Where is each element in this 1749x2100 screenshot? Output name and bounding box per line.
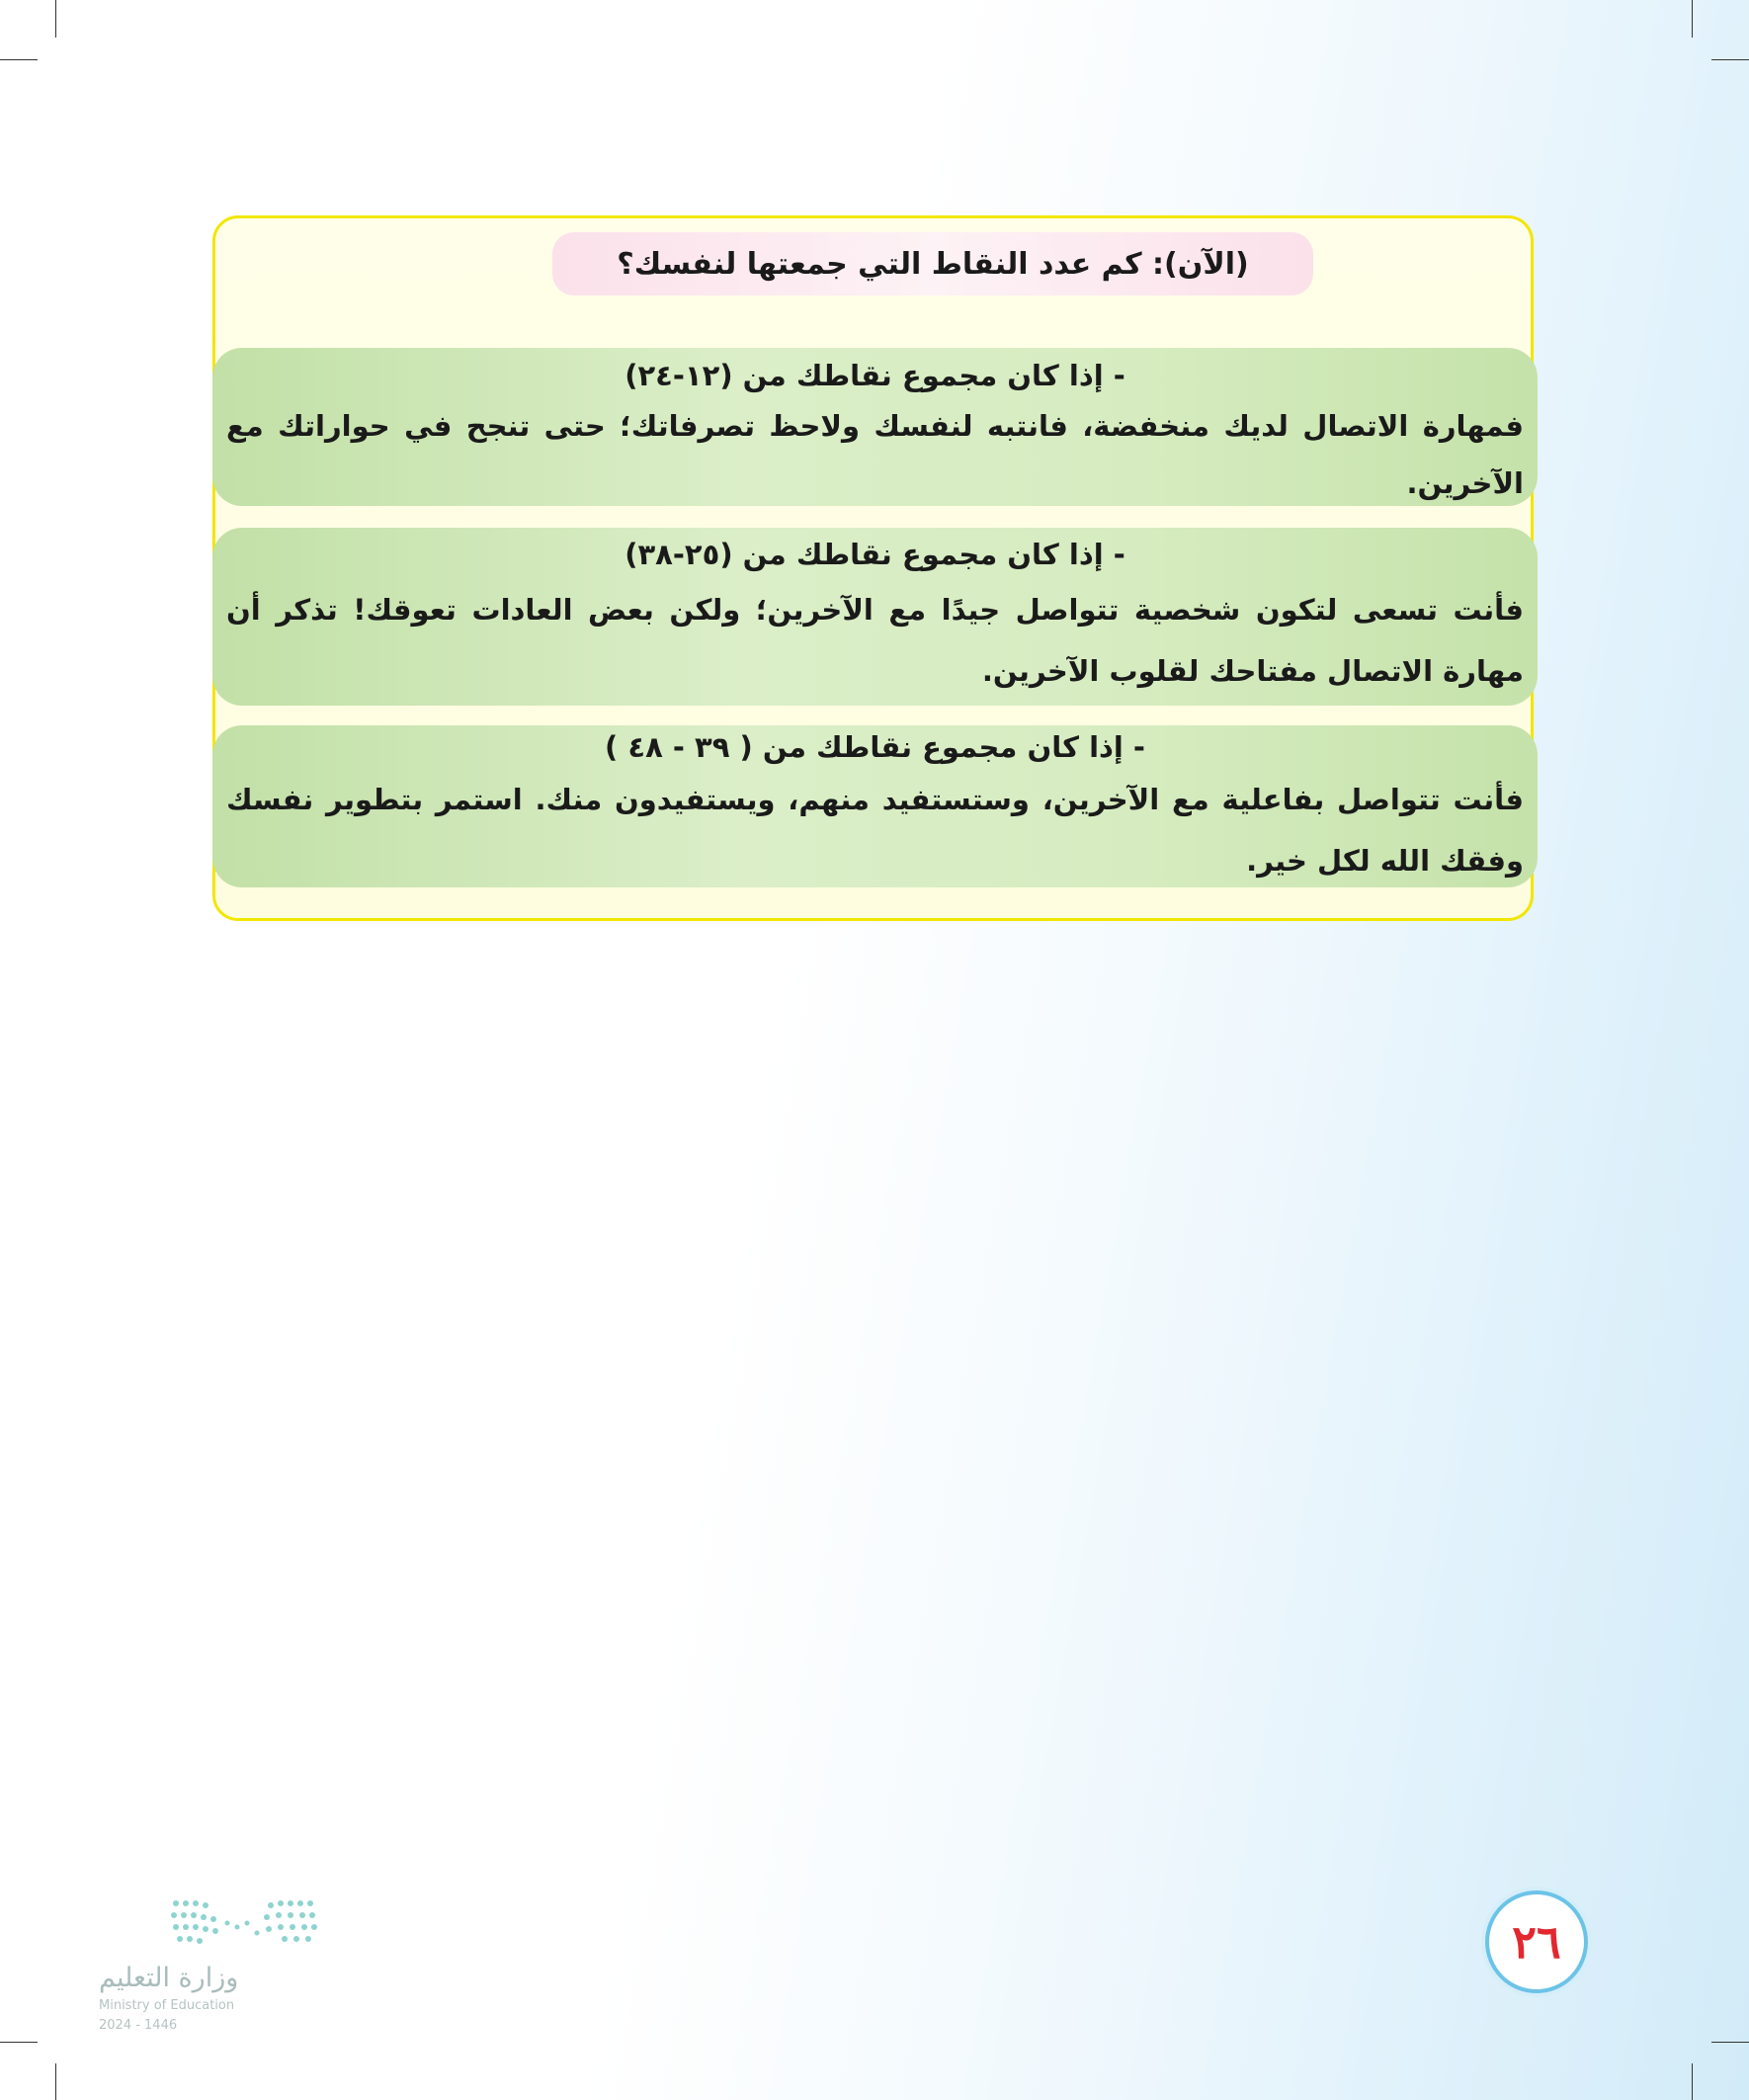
result-section bbox=[212, 348, 1538, 506]
range-label: - إذا كان مجموع نقاطك من ( ٣٩ - ٤٨ ) bbox=[605, 730, 1145, 764]
range-label: - إذا كان مجموع نقاطك من (١٢-٢٤) bbox=[625, 359, 1125, 392]
crop-mark bbox=[1711, 2042, 1749, 2043]
dots-logo-icon bbox=[95, 1893, 332, 1953]
result-section bbox=[212, 725, 1538, 887]
result-text: فأنت تتواصل بفاعلية مع الآخرين، وستستفيد منهم، ويستفيدون منك. استمر بتطوير نفسك وفقك الله لكل خير. bbox=[226, 783, 1524, 878]
ministry-name-ar: وزارة التعليم bbox=[99, 1963, 239, 1993]
crop-mark bbox=[55, 2063, 56, 2100]
page-number: ٢٦ bbox=[1485, 1890, 1588, 1993]
crop-mark bbox=[0, 2042, 38, 2043]
question-heading: (الآن): كم عدد النقاط التي جمعتها لنفسك؟ bbox=[552, 232, 1313, 295]
results-card bbox=[212, 215, 1534, 921]
ministry-name-en: Ministry of Education bbox=[99, 1998, 235, 2013]
result-text: فمهارة الاتصال لديك منخفضة، فانتبه لنفسك ولاحظ تصرفاتك؛ حتى تنجح في حواراتك مع الآخرين. bbox=[226, 409, 1524, 500]
crop-mark bbox=[1692, 0, 1693, 38]
crop-mark bbox=[55, 0, 56, 38]
crop-mark bbox=[1711, 59, 1749, 60]
result-text: فأنت تسعى لتكون شخصية تتواصل جيدًا مع الآخرين؛ ولكن بعض العادات تعوقك! تذكر أن مهارة الاتصال مفتاحك لقلوب الآخرين. bbox=[226, 593, 1524, 688]
result-section bbox=[212, 528, 1538, 706]
crop-mark bbox=[1692, 2063, 1693, 2100]
range-label: - إذا كان مجموع نقاطك من (٢٥-٣٨) bbox=[625, 538, 1125, 571]
ministry-logo bbox=[95, 1893, 332, 2042]
crop-mark bbox=[0, 59, 38, 60]
edition-year: 2024 - 1446 bbox=[99, 2018, 178, 2033]
